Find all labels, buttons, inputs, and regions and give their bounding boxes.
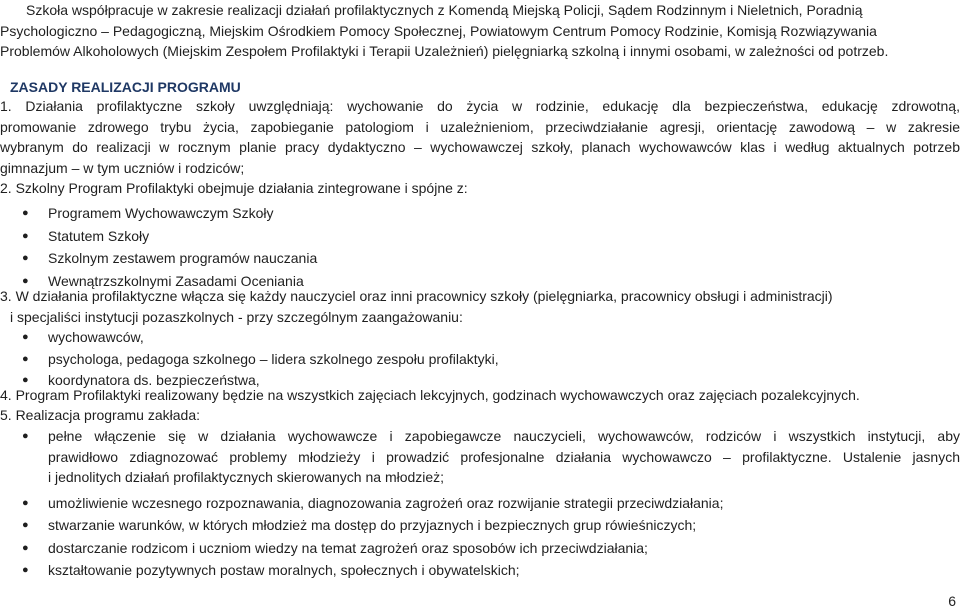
list-item: ● Programem Wychowawczym Szkoły: [0, 203, 960, 224]
text-line: 2. Szkolny Program Profilaktyki obejmuje działania zintegrowane i spójne z:: [0, 180, 468, 196]
text-line: Problemów Alkoholowych (Miejskim Zespołem Profilaktyki i Terapii Uzależnień) pielęgniarką szkolną i innymi osobami, w zależności od potrzeb.: [0, 43, 889, 59]
list-item: [0, 426, 960, 488]
point-3-list: [0, 327, 960, 391]
page-number: 6: [948, 593, 956, 609]
text-line: prawidłowo zdiagnozować problemy młodzieży i prowadzić profesjonalne działania wychowawczo – profilaktyczne. Ustalenie jasnych: [48, 448, 960, 465]
point-2-list: [0, 203, 960, 291]
text-line: wybranym do realizacji w rocznym planie pracy dydaktyczno – wychowawczej szkoły, planach wychowawców klas i według aktualnych potrzeb: [0, 139, 960, 155]
text-line: i specjaliści instytucji pozaszkolnych - przy szczególnym zaangażowaniu:: [10, 308, 463, 325]
bullet-icon: ●: [22, 541, 29, 554]
list-item: ● koordynatora ds. bezpieczeństwa,: [0, 370, 960, 391]
point-5-list: [0, 426, 960, 581]
list-item: ● Wewnątrzszkolnymi Zasadami Oceniania: [0, 271, 960, 292]
text-line: i jednolitych działań profilaktycznych skierowanych na młodzież;: [48, 469, 445, 485]
text-line: pełne włączenie się w działania wychowawcze i zapobiegawcze nauczycieli, wychowawców, rodziców i wszystkich instytucji, aby: [48, 428, 960, 444]
bullet-icon: ●: [22, 229, 29, 242]
bullet-icon: ●: [22, 374, 29, 386]
bullet-icon: ●: [22, 331, 29, 343]
bullet-icon: ●: [22, 496, 29, 509]
section-heading: ZASADY REALIZACJI PROGRAMU: [10, 79, 241, 95]
text-line: 1. Działania profilaktyczne szkoły uwzględniają: wychowanie do życia w rodzinie, edukację dla bezpieczeństwa, edukację zdrowotną,: [0, 98, 960, 114]
list-item: ● umożliwienie wczesnego rozpoznawania, diagnozowania zagrożeń oraz rozwijanie strategii przeciwdziałania;: [0, 493, 960, 514]
point-1-paragraph: [0, 96, 960, 178]
text-line: Psychologiczno – Pedagogiczną, Miejskim Ośrodkiem Pomocy Społecznej, Powiatowym Centrum Pomocy Rodzinie, Komisją Rozwiązywania: [0, 22, 877, 39]
list-item: ● Statutem Szkoły: [0, 226, 960, 247]
point-2-paragraph: [0, 178, 960, 199]
list-item: ● psychologa, pedagoga szkolnego – lidera szkolnego zespołu profilaktyki,: [0, 349, 960, 370]
bullet-icon: ●: [22, 519, 29, 531]
text-line: 3. W działania profilaktyczne włącza się każdy nauczyciel oraz inni pracownicy szkoły (pielęgniarka, pracownicy obsługi i administracji): [0, 288, 833, 304]
point-4-paragraph: [0, 385, 960, 406]
bullet-icon: ●: [22, 274, 29, 287]
bullet-icon: ●: [22, 352, 29, 365]
text-line: promowanie zdrowego trybu życia, zapobieganie patologiom i uzależnieniom, przeciwdziałanie agresji, orientację zawodową – w zakresie: [0, 118, 960, 135]
text-line: Szkoła współpracuje w zakresie realizacji działań profilaktycznych z Komendą Miejską Policji, Sądem Rodzinnym i Nieletnich, Poradnią: [26, 2, 863, 18]
list-item: ● wychowawców,: [0, 327, 960, 348]
list-item: ● stwarzanie warunków, w których młodzież ma dostęp do przyjaznych i bezpiecznych grup rówieśniczych;: [0, 515, 960, 536]
bullet-icon: ●: [22, 564, 29, 576]
text-line: 5. Realizacja programu zakłada:: [0, 407, 200, 423]
list-item: ● kształtowanie pozytywnych postaw moralnych, społecznych i obywatelskich;: [0, 560, 960, 581]
bullet-icon: ●: [22, 207, 29, 219]
text-line: gimnazjum – w tym uczniów i rodziców;: [0, 159, 245, 176]
intro-paragraph: [0, 0, 960, 62]
bullet-icon: ●: [22, 252, 29, 264]
list-item: ● Szkolnym zestawem programów nauczania: [0, 248, 960, 269]
bullet-icon: ●: [22, 430, 29, 442]
list-item: ● dostarczanie rodzicom i uczniom wiedzy na temat zagrożeń oraz sposobów ich przeciwdziałania;: [0, 538, 960, 559]
point-3-paragraph: [0, 286, 960, 327]
text-line: 4. Program Profilaktyki realizowany będzie na wszystkich zajęciach lekcyjnych, godzinach wychowawczych oraz zajęciach pozalekcyjnych.: [0, 387, 860, 403]
point-5-paragraph: [0, 405, 960, 426]
